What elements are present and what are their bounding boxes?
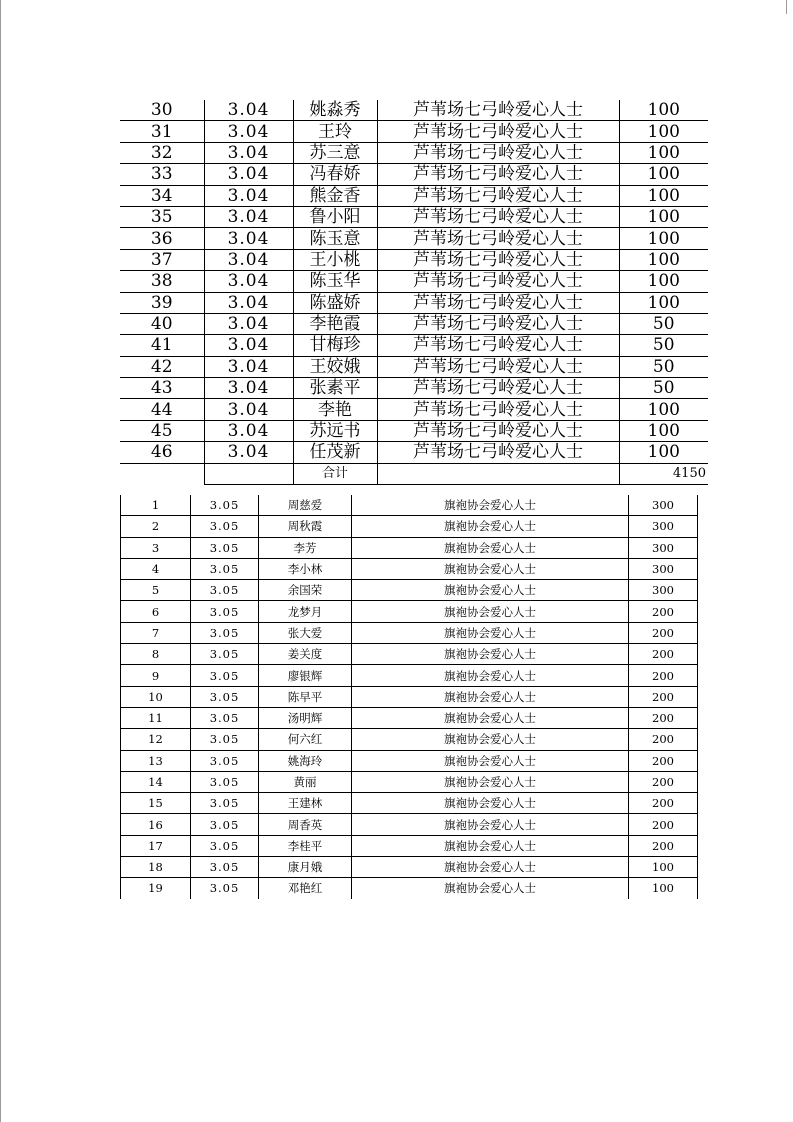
table-row bbox=[120, 142, 708, 163]
amount-cell: 100 bbox=[619, 164, 708, 185]
organization-cell: 旗袍协会爱心人士 bbox=[352, 835, 629, 856]
amount-cell: 200 bbox=[629, 793, 698, 814]
row-number-cell: 18 bbox=[121, 857, 191, 878]
row-number-cell: 2 bbox=[121, 516, 191, 537]
organization-cell: 芦苇场七弓岭爱心人士 bbox=[377, 228, 619, 249]
organization-cell: 芦苇场七弓岭爱心人士 bbox=[377, 378, 619, 399]
organization-cell: 旗袍协会爱心人士 bbox=[352, 771, 629, 792]
table-row bbox=[121, 622, 698, 643]
row-number-cell: 3 bbox=[121, 537, 191, 558]
row-number-cell: 14 bbox=[121, 771, 191, 792]
donation-table-2 bbox=[120, 495, 698, 899]
row-number-cell: 4 bbox=[121, 558, 191, 579]
row-number-cell: 1 bbox=[121, 495, 191, 516]
donor-name-cell: 龙梦月 bbox=[259, 601, 352, 622]
table-row bbox=[120, 206, 708, 227]
organization-cell: 旗袍协会爱心人士 bbox=[352, 793, 629, 814]
row-number-cell: 43 bbox=[120, 378, 204, 399]
donor-name-cell: 李桂平 bbox=[259, 835, 352, 856]
date-cell: 3.04 bbox=[204, 249, 293, 270]
table-row bbox=[121, 537, 698, 558]
amount-cell: 100 bbox=[619, 206, 708, 227]
empty-cell bbox=[204, 463, 293, 484]
date-cell: 3.04 bbox=[204, 442, 293, 463]
amount-cell: 300 bbox=[629, 516, 698, 537]
date-cell: 3.04 bbox=[204, 292, 293, 313]
donor-name-cell: 姚淼秀 bbox=[293, 100, 377, 121]
organization-cell: 旗袍协会爱心人士 bbox=[352, 729, 629, 750]
total-row bbox=[120, 463, 708, 484]
amount-cell: 100 bbox=[619, 442, 708, 463]
organization-cell: 芦苇场七弓岭爱心人士 bbox=[377, 292, 619, 313]
row-number-cell: 35 bbox=[120, 206, 204, 227]
amount-cell: 200 bbox=[629, 686, 698, 707]
row-number-cell: 40 bbox=[120, 313, 204, 334]
organization-cell: 旗袍协会爱心人士 bbox=[352, 516, 629, 537]
donor-name-cell: 李艳霞 bbox=[293, 313, 377, 334]
table-row bbox=[121, 707, 698, 728]
table-row bbox=[121, 835, 698, 856]
amount-cell: 100 bbox=[619, 271, 708, 292]
amount-cell: 100 bbox=[619, 249, 708, 270]
total-label-cell: 合计 bbox=[293, 463, 377, 484]
table-row bbox=[120, 335, 708, 356]
row-number-cell: 44 bbox=[120, 399, 204, 420]
organization-cell: 旗袍协会爱心人士 bbox=[352, 495, 629, 516]
organization-cell: 旗袍协会爱心人士 bbox=[352, 707, 629, 728]
organization-cell: 芦苇场七弓岭爱心人士 bbox=[377, 100, 619, 121]
date-cell: 3.05 bbox=[191, 835, 259, 856]
row-number-cell: 5 bbox=[121, 580, 191, 601]
page-right-edge-mark bbox=[786, 0, 787, 14]
amount-cell: 100 bbox=[619, 142, 708, 163]
donor-name-cell: 汤明辉 bbox=[259, 707, 352, 728]
donor-name-cell: 陈玉意 bbox=[293, 228, 377, 249]
amount-cell: 100 bbox=[619, 399, 708, 420]
date-cell: 3.04 bbox=[204, 142, 293, 163]
table-row bbox=[120, 249, 708, 270]
empty-cell bbox=[120, 463, 204, 484]
organization-cell: 芦苇场七弓岭爱心人士 bbox=[377, 356, 619, 377]
donor-name-cell: 陈盛娇 bbox=[293, 292, 377, 313]
amount-cell: 100 bbox=[619, 228, 708, 249]
row-number-cell: 31 bbox=[120, 121, 204, 142]
donor-name-cell: 王建林 bbox=[259, 793, 352, 814]
donor-name-cell: 周慈爱 bbox=[259, 495, 352, 516]
donor-name-cell: 周香英 bbox=[259, 814, 352, 835]
donor-name-cell: 黄丽 bbox=[259, 771, 352, 792]
row-number-cell: 12 bbox=[121, 729, 191, 750]
date-cell: 3.05 bbox=[191, 622, 259, 643]
organization-cell: 旗袍协会爱心人士 bbox=[352, 878, 629, 899]
table-row bbox=[120, 164, 708, 185]
donor-name-cell: 甘梅珍 bbox=[293, 335, 377, 356]
date-cell: 3.05 bbox=[191, 707, 259, 728]
amount-cell: 200 bbox=[629, 622, 698, 643]
organization-cell: 芦苇场七弓岭爱心人士 bbox=[377, 249, 619, 270]
date-cell: 3.04 bbox=[204, 185, 293, 206]
amount-cell: 50 bbox=[619, 313, 708, 334]
total-value-cell: 4150 bbox=[619, 463, 708, 484]
row-number-cell: 41 bbox=[120, 335, 204, 356]
table-row bbox=[120, 378, 708, 399]
table-row bbox=[121, 814, 698, 835]
donor-name-cell: 周秋霞 bbox=[259, 516, 352, 537]
date-cell: 3.04 bbox=[204, 313, 293, 334]
date-cell: 3.04 bbox=[204, 164, 293, 185]
row-number-cell: 34 bbox=[120, 185, 204, 206]
donor-name-cell: 苏远书 bbox=[293, 420, 377, 441]
donor-name-cell: 冯春娇 bbox=[293, 164, 377, 185]
row-number-cell: 39 bbox=[120, 292, 204, 313]
amount-cell: 300 bbox=[629, 495, 698, 516]
date-cell: 3.05 bbox=[191, 878, 259, 899]
table-row bbox=[120, 313, 708, 334]
amount-cell: 200 bbox=[629, 814, 698, 835]
donor-name-cell: 陈早平 bbox=[259, 686, 352, 707]
date-cell: 3.05 bbox=[191, 686, 259, 707]
page-left-edge bbox=[0, 0, 1, 1122]
organization-cell: 旗袍协会爱心人士 bbox=[352, 537, 629, 558]
organization-cell: 旗袍协会爱心人士 bbox=[352, 665, 629, 686]
date-cell: 3.04 bbox=[204, 121, 293, 142]
amount-cell: 50 bbox=[619, 356, 708, 377]
donor-name-cell: 余国荣 bbox=[259, 580, 352, 601]
donor-name-cell: 陈玉华 bbox=[293, 271, 377, 292]
organization-cell: 旗袍协会爱心人士 bbox=[352, 814, 629, 835]
table-row bbox=[120, 121, 708, 142]
organization-cell: 芦苇场七弓岭爱心人士 bbox=[377, 313, 619, 334]
organization-cell: 旗袍协会爱心人士 bbox=[352, 750, 629, 771]
date-cell: 3.05 bbox=[191, 495, 259, 516]
amount-cell: 100 bbox=[629, 878, 698, 899]
organization-cell: 旗袍协会爱心人士 bbox=[352, 857, 629, 878]
donor-name-cell: 李艳 bbox=[293, 399, 377, 420]
date-cell: 3.05 bbox=[191, 750, 259, 771]
table-row bbox=[121, 750, 698, 771]
amount-cell: 200 bbox=[629, 750, 698, 771]
donation-table-1 bbox=[120, 100, 708, 485]
organization-cell: 芦苇场七弓岭爱心人士 bbox=[377, 121, 619, 142]
row-number-cell: 15 bbox=[121, 793, 191, 814]
donor-name-cell: 张素平 bbox=[293, 378, 377, 399]
donor-name-cell: 李小林 bbox=[259, 558, 352, 579]
date-cell: 3.04 bbox=[204, 335, 293, 356]
donor-name-cell: 王小桃 bbox=[293, 249, 377, 270]
amount-cell: 200 bbox=[629, 665, 698, 686]
date-cell: 3.05 bbox=[191, 771, 259, 792]
table-row bbox=[120, 292, 708, 313]
amount-cell: 100 bbox=[619, 100, 708, 121]
row-number-cell: 11 bbox=[121, 707, 191, 728]
row-number-cell: 36 bbox=[120, 228, 204, 249]
row-number-cell: 6 bbox=[121, 601, 191, 622]
row-number-cell: 13 bbox=[121, 750, 191, 771]
organization-cell: 芦苇场七弓岭爱心人士 bbox=[377, 164, 619, 185]
table-row bbox=[120, 100, 708, 121]
organization-cell: 旗袍协会爱心人士 bbox=[352, 601, 629, 622]
donor-name-cell: 王姣娥 bbox=[293, 356, 377, 377]
amount-cell: 100 bbox=[619, 121, 708, 142]
date-cell: 3.04 bbox=[204, 378, 293, 399]
donor-name-cell: 苏三意 bbox=[293, 142, 377, 163]
amount-cell: 200 bbox=[629, 771, 698, 792]
row-number-cell: 30 bbox=[120, 100, 204, 121]
table-row bbox=[121, 580, 698, 601]
date-cell: 3.04 bbox=[204, 228, 293, 249]
date-cell: 3.04 bbox=[204, 100, 293, 121]
date-cell: 3.04 bbox=[204, 420, 293, 441]
date-cell: 3.05 bbox=[191, 558, 259, 579]
amount-cell: 100 bbox=[619, 185, 708, 206]
organization-cell: 芦苇场七弓岭爱心人士 bbox=[377, 185, 619, 206]
organization-cell: 旗袍协会爱心人士 bbox=[352, 580, 629, 601]
amount-cell: 200 bbox=[629, 835, 698, 856]
organization-cell: 芦苇场七弓岭爱心人士 bbox=[377, 271, 619, 292]
donor-name-cell: 廖银辉 bbox=[259, 665, 352, 686]
amount-cell: 200 bbox=[629, 601, 698, 622]
row-number-cell: 19 bbox=[148, 881, 163, 896]
date-cell: 3.05 bbox=[191, 537, 259, 558]
row-number-cell: 32 bbox=[120, 142, 204, 163]
date-cell: 3.05 bbox=[191, 814, 259, 835]
amount-cell: 200 bbox=[629, 644, 698, 665]
donor-name-cell: 姚海玲 bbox=[259, 750, 352, 771]
table-row bbox=[120, 399, 708, 420]
organization-cell: 芦苇场七弓岭爱心人士 bbox=[377, 420, 619, 441]
date-cell: 3.05 bbox=[191, 665, 259, 686]
donor-name-cell: 李芳 bbox=[259, 537, 352, 558]
table-row bbox=[121, 857, 698, 878]
row-number-cell: 8 bbox=[121, 644, 191, 665]
table-row bbox=[121, 516, 698, 537]
table-row bbox=[121, 793, 698, 814]
amount-cell: 50 bbox=[619, 335, 708, 356]
amount-cell: 100 bbox=[619, 292, 708, 313]
date-cell: 3.05 bbox=[191, 793, 259, 814]
donor-name-cell: 张大爱 bbox=[259, 622, 352, 643]
row-number-cell: 17 bbox=[121, 835, 191, 856]
date-cell: 3.04 bbox=[204, 399, 293, 420]
amount-cell: 300 bbox=[629, 580, 698, 601]
row-number-cell: 10 bbox=[121, 686, 191, 707]
donor-name-cell: 何六红 bbox=[259, 729, 352, 750]
row-number-cell: 38 bbox=[120, 271, 204, 292]
organization-cell: 旗袍协会爱心人士 bbox=[352, 622, 629, 643]
organization-cell: 芦苇场七弓岭爱心人士 bbox=[377, 442, 619, 463]
amount-cell: 50 bbox=[619, 378, 708, 399]
row-number-cell: 45 bbox=[120, 420, 204, 441]
amount-cell: 200 bbox=[629, 729, 698, 750]
table-row bbox=[121, 644, 698, 665]
donor-name-cell: 熊金香 bbox=[293, 185, 377, 206]
organization-cell: 旗袍协会爱心人士 bbox=[352, 686, 629, 707]
amount-cell: 100 bbox=[629, 857, 698, 878]
row-number-cell: 9 bbox=[121, 665, 191, 686]
date-cell: 3.04 bbox=[204, 206, 293, 227]
table-row bbox=[120, 442, 708, 463]
donor-name-cell: 康月娥 bbox=[259, 857, 352, 878]
table-row bbox=[121, 686, 698, 707]
table-row bbox=[121, 601, 698, 622]
donor-name-cell: 任茂新 bbox=[293, 442, 377, 463]
row-number-cell: 37 bbox=[120, 249, 204, 270]
date-cell: 3.05 bbox=[191, 729, 259, 750]
donor-name-cell: 王玲 bbox=[293, 121, 377, 142]
donor-name-cell: 姜关度 bbox=[259, 644, 352, 665]
date-cell: 3.05 bbox=[191, 580, 259, 601]
date-cell: 3.04 bbox=[204, 271, 293, 292]
amount-cell: 300 bbox=[629, 537, 698, 558]
date-cell: 3.05 bbox=[191, 857, 259, 878]
table-row bbox=[121, 495, 698, 516]
date-cell: 3.04 bbox=[204, 356, 293, 377]
row-number-cell: 16 bbox=[121, 814, 191, 835]
amount-cell: 200 bbox=[629, 707, 698, 728]
organization-cell: 芦苇场七弓岭爱心人士 bbox=[377, 399, 619, 420]
amount-cell: 100 bbox=[619, 420, 708, 441]
organization-cell: 芦苇场七弓岭爱心人士 bbox=[377, 335, 619, 356]
date-cell: 3.05 bbox=[191, 516, 259, 537]
date-cell: 3.05 bbox=[191, 644, 259, 665]
donor-name-cell: 鲁小阳 bbox=[293, 206, 377, 227]
date-cell: 3.05 bbox=[191, 601, 259, 622]
table-row bbox=[121, 729, 698, 750]
row-number-cell: 46 bbox=[120, 442, 204, 463]
table-row bbox=[120, 271, 708, 292]
row-number-cell: 33 bbox=[120, 164, 204, 185]
donor-name-cell: 邓艳红 bbox=[259, 878, 352, 899]
table-row bbox=[121, 665, 698, 686]
organization-cell: 旗袍协会爱心人士 bbox=[352, 558, 629, 579]
table-row bbox=[121, 558, 698, 579]
table-row bbox=[121, 771, 698, 792]
row-number-cell: 7 bbox=[121, 622, 191, 643]
amount-cell: 300 bbox=[629, 558, 698, 579]
empty-cell bbox=[377, 463, 619, 484]
organization-cell: 芦苇场七弓岭爱心人士 bbox=[377, 142, 619, 163]
table-row bbox=[120, 356, 708, 377]
row-number-cell: 42 bbox=[120, 356, 204, 377]
table-row bbox=[120, 185, 708, 206]
organization-cell: 芦苇场七弓岭爱心人士 bbox=[377, 206, 619, 227]
table-row bbox=[121, 878, 698, 899]
table-row bbox=[120, 228, 708, 249]
organization-cell: 旗袍协会爱心人士 bbox=[352, 644, 629, 665]
table-row bbox=[120, 420, 708, 441]
